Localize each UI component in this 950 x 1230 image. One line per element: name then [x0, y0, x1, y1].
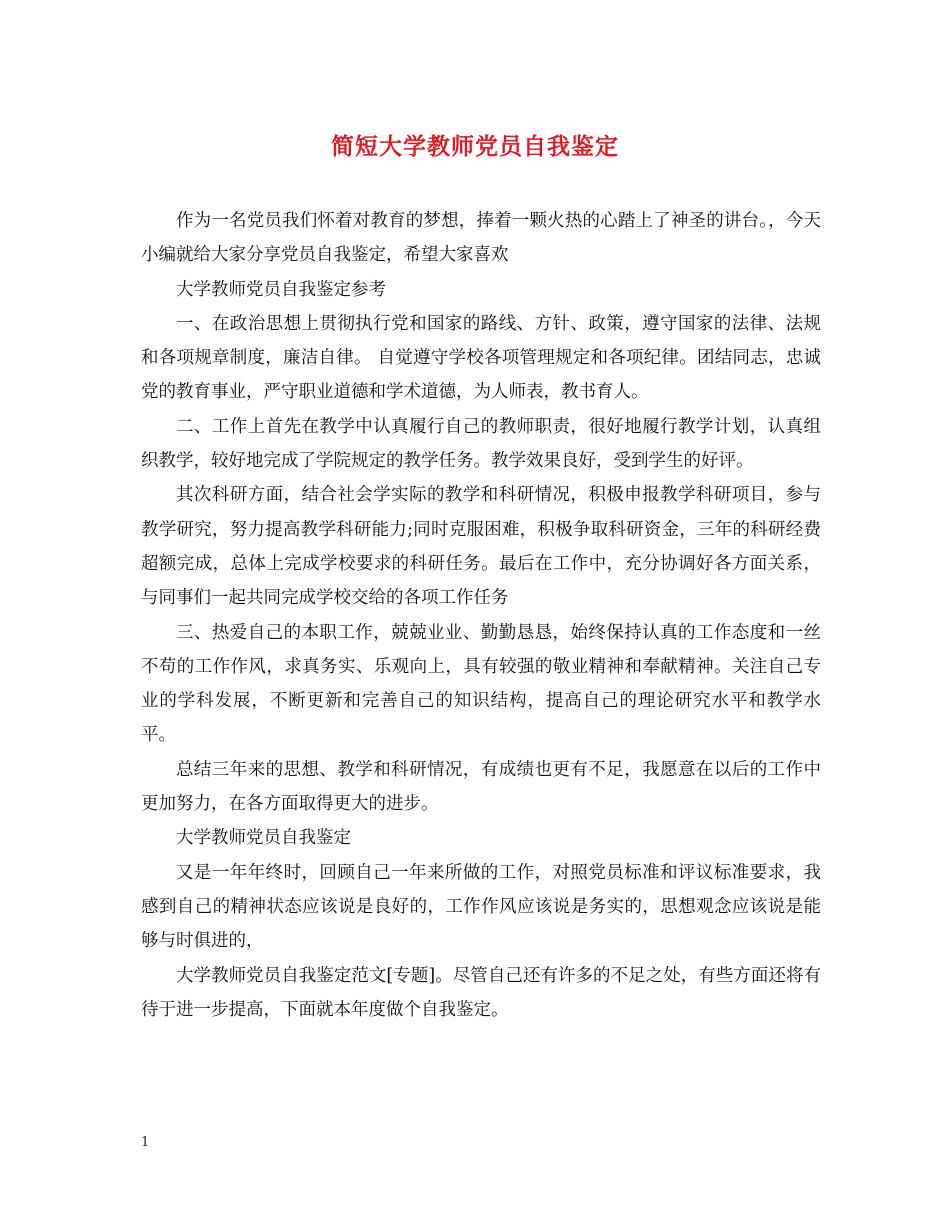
document-body: [141, 204, 821, 1027]
paragraph-dedication: 三、热爱自己的本职工作，兢兢业业、勤勤恳恳，始终保持认真的工作态度和一丝不苟的工作作风，求真务实、乐观向上，具有较强的敬业精神和奉献精神。关注自己专业的学科发展，不断更新和完善自己的知识结构，提高自己的理论研究水平和教学水平。: [141, 622, 821, 746]
document-title: 简短大学教师党员自我鉴定: [331, 133, 619, 160]
page-number: 1: [141, 1135, 150, 1150]
paragraph-summary: 总结三年来的思想、教学和科研情况，有成绩也更有不足，我愿意在以后的工作中更加努力，在各方面取得更大的进步。: [141, 759, 821, 815]
paragraph-intro: 作为一名党员我们怀着对教育的梦想，捧着一颗火热的心踏上了神圣的讲台。，今天小编就给大家分享党员自我鉴定，希望大家喜欢: [141, 211, 821, 266]
paragraph-heading-reference: 大学教师党员自我鉴定参考: [176, 279, 386, 300]
paragraph-political: 一、在政治思想上贯彻执行党和国家的路线、方针、政策，遵守国家的法律、法规和各项规章制度，廉洁自律。 自觉遵守学校各项管理规定和各项纪律。团结同志，忠诚党的教育事业，严守职业道德和学术道德，为人师表，教书育人。: [141, 313, 821, 403]
paragraph-research: 其次科研方面，结合社会学实际的教学和科研情况，积极申报教学科研项目，参与教学研究，努力提高教学科研能力;同时克服困难，积极争取科研资金，三年的科研经费超额完成，总体上完成学校要求的科研任务。最后在工作中，充分协调好各方面关系，与同事们一起共同完成学校交给的各项工作任务: [141, 485, 821, 609]
paragraph-heading-appraisal: 大学教师党员自我鉴定: [176, 828, 351, 849]
paragraph-sample: 大学教师党员自我鉴定范文[专题]。尽管自己还有许多的不足之处，有些方面还将有待于进一步提高，下面就本年度做个自我鉴定。: [141, 965, 821, 1020]
paragraph-teaching: 二、工作上首先在教学中认真履行自己的教师职责，很好地履行教学计划，认真组织教学，较好地完成了学院规定的教学任务。教学效果良好，受到学生的好评。: [141, 416, 821, 472]
paragraph-year-end: 又是一年年终时，回顾自己一年来所做的工作，对照党员标准和评议标准要求，我感到自己的精神状态应该说是良好的，工作作风应该说是务实的，思想观念应该说是能够与时俱进的，: [141, 862, 821, 952]
